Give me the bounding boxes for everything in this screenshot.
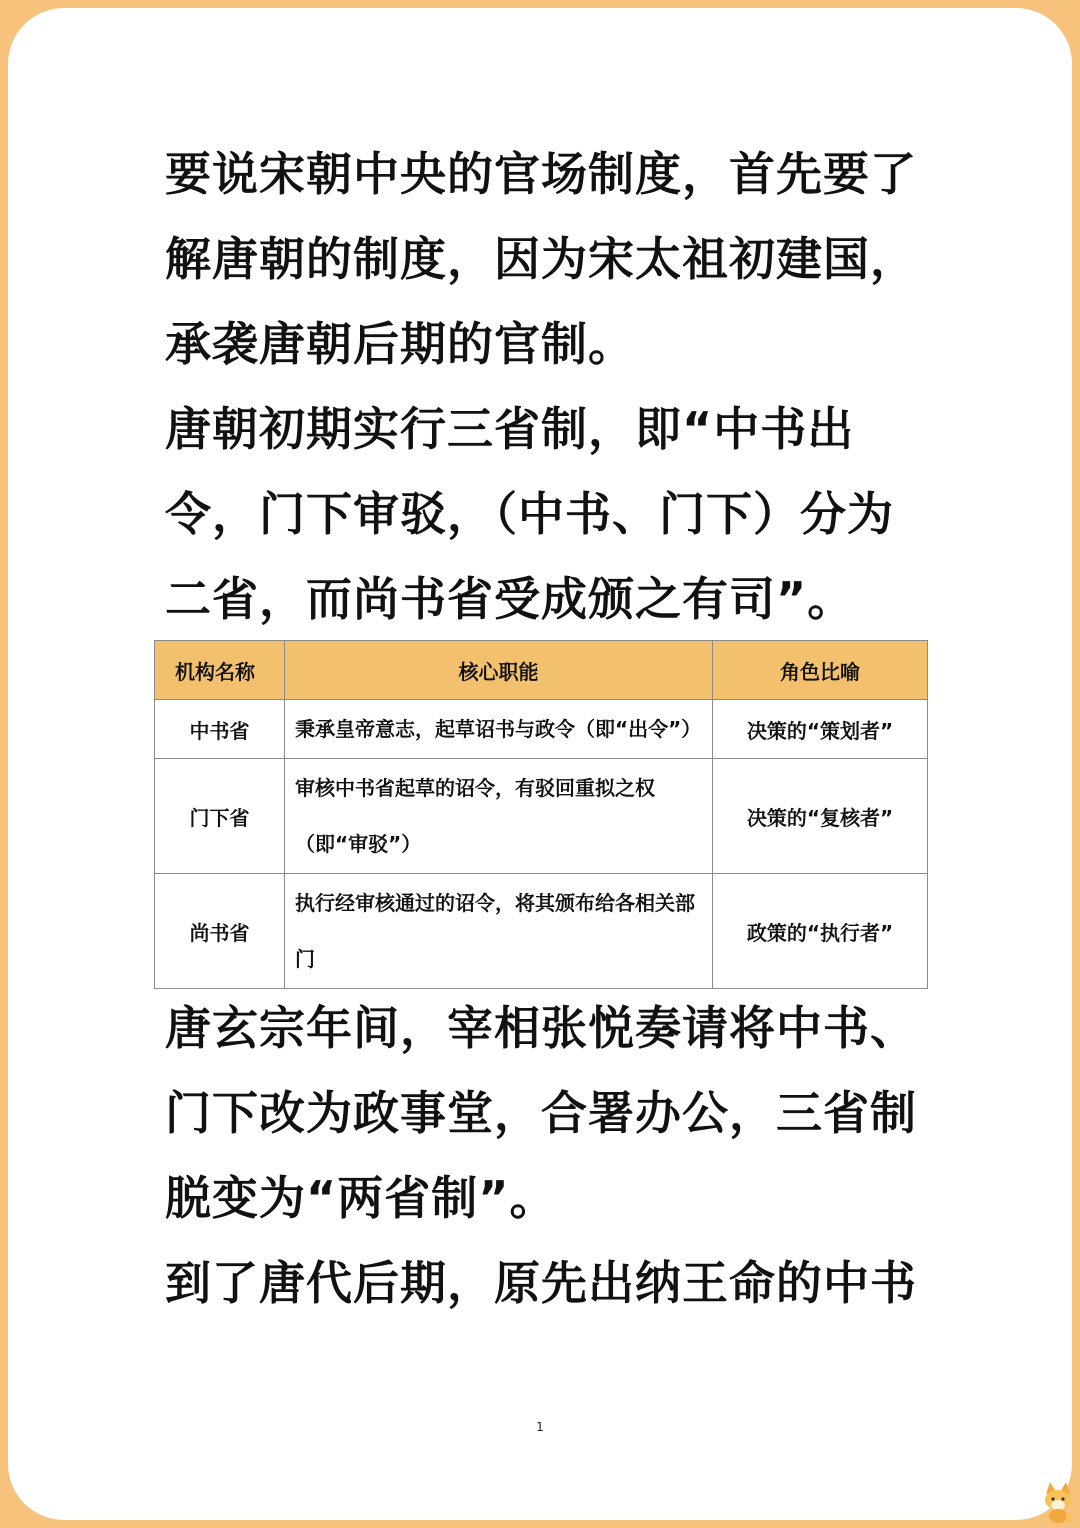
document-page bbox=[8, 8, 1072, 1520]
header-department-name: 机构名称 bbox=[155, 641, 285, 700]
page-number: 1 bbox=[536, 1420, 544, 1434]
cell-role-metaphor: 决策的“复核者” bbox=[713, 759, 928, 874]
cell-department-name: 中书省 bbox=[155, 700, 285, 759]
table-header-row bbox=[155, 641, 928, 700]
cell-role-metaphor: 决策的“策划者” bbox=[713, 700, 928, 759]
table-row bbox=[155, 874, 928, 989]
header-role-metaphor: 角色比喻 bbox=[713, 641, 928, 700]
paragraph-three-departments: 唐朝初期实行三省制，即“中书出令，门下审驳，（中书、门下）分为二省，而尚书省受成颁之有司”。 bbox=[165, 402, 894, 626]
cell-department-name: 门下省 bbox=[155, 759, 285, 874]
cell-core-function: 审核中书省起草的诏令，有驳回重拟之权（即“审驳”） bbox=[285, 759, 713, 874]
cell-core-function: 秉承皇帝意志，起草诏书与政令（即“出令”） bbox=[285, 700, 713, 759]
cell-role-metaphor: 政策的“执行者” bbox=[713, 874, 928, 989]
cell-department-name: 尚书省 bbox=[155, 874, 285, 989]
fox-mascot-icon bbox=[1040, 1480, 1076, 1524]
table-row bbox=[155, 759, 928, 874]
table-row bbox=[155, 700, 928, 759]
header-core-function: 核心职能 bbox=[285, 641, 713, 700]
cell-core-function: 执行经审核通过的诏令，将其颁布给各相关部门 bbox=[285, 874, 713, 989]
paragraph-late-tang: 到了唐代后期，原先出纳王命的中书 bbox=[165, 1256, 917, 1310]
departments-table bbox=[154, 640, 928, 989]
paragraph-intro: 要说宋朝中央的官场制度，首先要了解唐朝的制度，因为宋太祖初建国，承袭唐朝后期的官制。 bbox=[165, 147, 917, 371]
paragraph-two-departments: 唐玄宗年间，宰相张悦奏请将中书、门下改为政事堂，合署办公，三省制脱变为“两省制”。 bbox=[165, 1001, 917, 1225]
